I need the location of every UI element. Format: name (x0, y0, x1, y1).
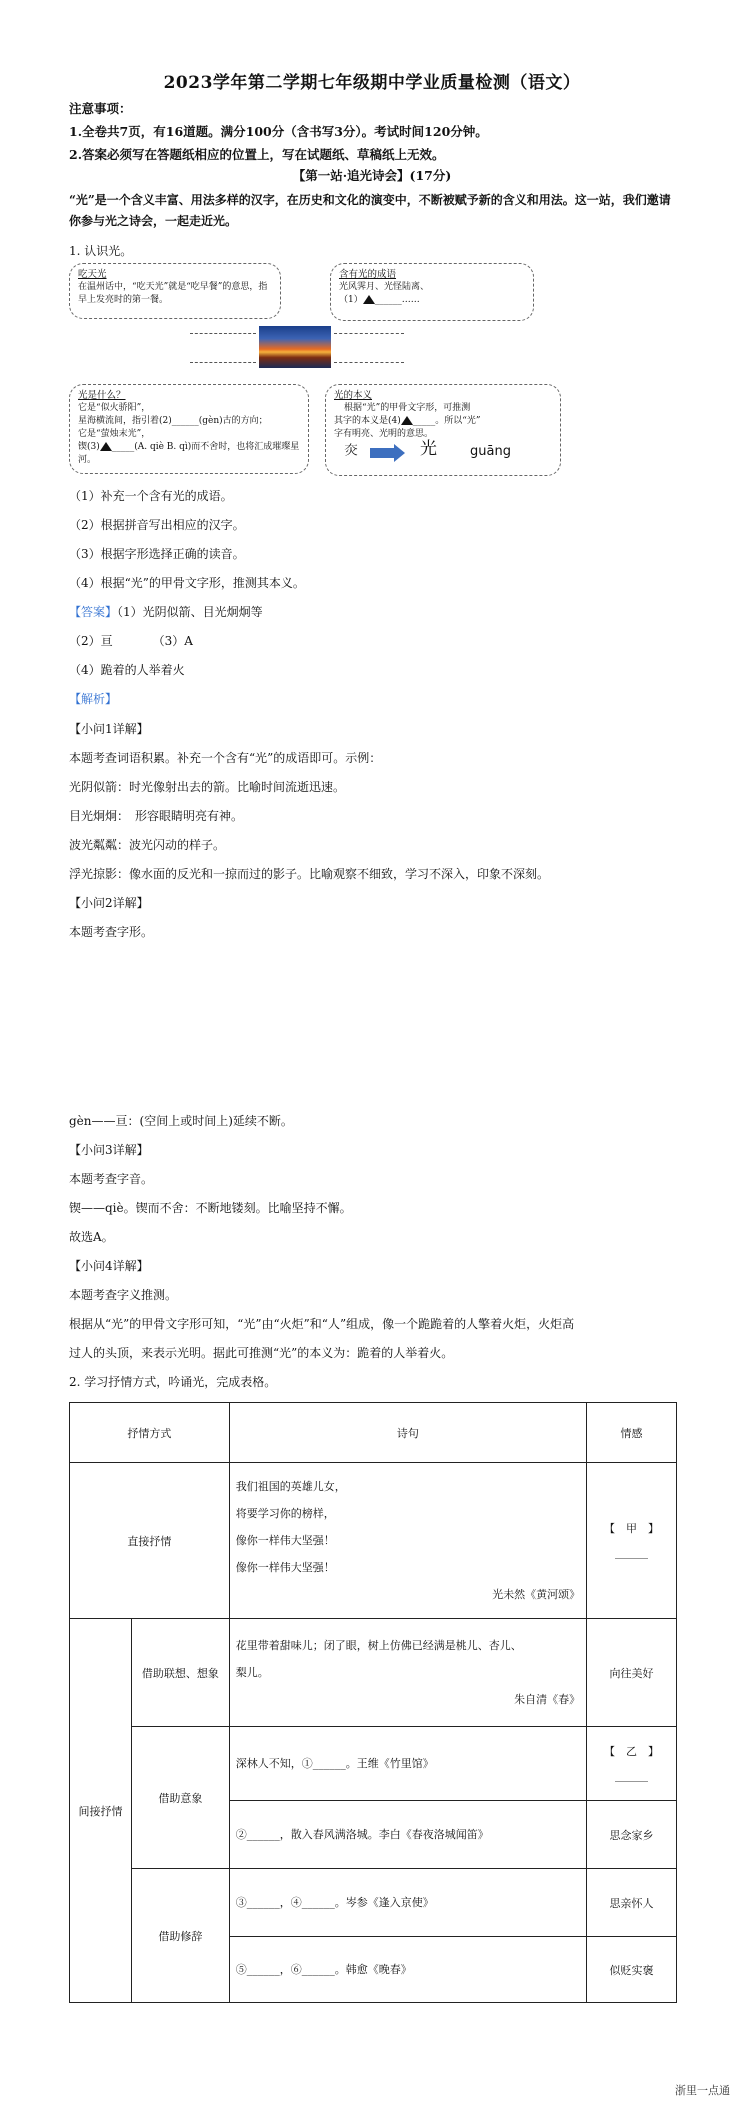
dashed-arrow (190, 362, 256, 363)
d1-example: 目光炯炯： 形容眼睛明亮有神。 (69, 809, 244, 823)
q1-sub4: （4）根据“光”的甲骨文字形，推测其本义。 (69, 576, 305, 590)
poem-cell: ②______，散入春风满洛城。李白《春夜洛城闻笛》 (229, 1801, 586, 1869)
emotion-cell: 向往美好 (587, 1619, 677, 1727)
q1-stem: 1. 认识光。 (69, 244, 133, 258)
d3-head: 【小问3详解】 (69, 1143, 149, 1157)
notice-item-1: 1.全卷共7页，有16道题。满分100分（含书写3分）。考试时间120分钟。 (69, 124, 488, 139)
emotion-cell: 【 甲 】 ______ (587, 1463, 677, 1619)
emotion-cell: 【 乙 】 ______ (587, 1727, 677, 1801)
d4-body: 本题考查字义推测。 (69, 1288, 178, 1302)
poem-cell: 我们祖国的英雄儿女， 将要学习你的榜样， 像你一样伟大坚强！ 像你一样伟大坚强！ 光未然《黄河颂》 (229, 1463, 586, 1619)
d2-head: 【小问2详解】 (69, 896, 149, 910)
d1-example: 浮光掠影：像水面的反光和一掠而过的影子。比喻观察不细致，学习不深入，印象不深刻。 (69, 867, 550, 881)
poem-cell: 深林人不知，①______。王维《竹里馆》 (229, 1727, 586, 1801)
method-cell: 直接抒情 (70, 1463, 230, 1619)
right-arrow-icon (370, 448, 396, 458)
bubble-text: 在温州话中，“吃天光”就是“吃早餐”的意思，指早上发亮时的第一餐。 (78, 282, 268, 305)
d3-choice: 故选A。 (69, 1230, 114, 1244)
poem-source: 光未然《黄河颂》 (492, 1588, 581, 1601)
q1-sub2: （2）根据拼音写出相应的汉字。 (69, 518, 245, 532)
bubble-chi-tianguang (69, 263, 281, 319)
bubble-original-meaning (325, 384, 561, 476)
d4-head: 【小问4详解】 (69, 1259, 149, 1273)
d3-body: 本题考查字音。 (69, 1172, 154, 1186)
bubble-line: 锲(3) _____(A. qiè B. qì)而不舍时，也将汇成璀璨星河。 (78, 442, 300, 465)
modern-glyph: 光 (420, 439, 437, 459)
blank-triangle-icon (363, 295, 375, 304)
dashed-arrow (190, 333, 256, 334)
d3-answer: 锲——qiè。锲而不舍：不断地镂刻。比喻坚持不懈。 (69, 1201, 352, 1215)
table-row (70, 1869, 677, 1937)
lyric-methods-table (69, 1402, 677, 2003)
q1-sub1: （1）补充一个含有光的成语。 (69, 489, 233, 503)
header-cell: 情感 (587, 1403, 677, 1463)
poem-cell: ③______，④______。岑参《逢入京使》 (229, 1869, 586, 1937)
bubble-line: 它是“似火骄阳”， (78, 403, 151, 413)
bubble-title: 吃天光 (78, 269, 107, 280)
oracle-glyph: 𤆍 (344, 443, 358, 459)
table-header-row (70, 1403, 677, 1463)
method-cell: 间接抒情 (70, 1619, 132, 2003)
page-title: 2023学年第二学期七年级期中学业质量检测（语文） (163, 73, 581, 93)
poem-cell: ⑤______，⑥______。韩愈《晚春》 (229, 1937, 586, 2003)
bubble-title: 含有光的成语 (339, 269, 397, 280)
table-row (70, 1727, 677, 1801)
d1-example: 波光粼粼：波光闪动的样子。 (69, 838, 226, 852)
watermark: 浙里一点通 (675, 2084, 730, 2097)
notice-item-2: 2.答案必须写在答题纸相应的位置上，写在试题纸、草稿纸上无效。 (69, 147, 445, 162)
emotion-cell: 思亲怀人 (587, 1869, 677, 1937)
q2-stem: 2. 学习抒情方式，吟诵光，完成表格。 (69, 1375, 277, 1389)
d1-body: 本题考查词语积累。补充一个含有“光”的成语即可。示例： (69, 751, 382, 765)
analysis-tag: 【解析】 (69, 692, 118, 706)
bubble-idioms (330, 263, 534, 321)
submethod-cell: 借助修辞 (131, 1869, 229, 2003)
q1-sub3: （3）根据字形选择正确的读音。 (69, 547, 245, 561)
blank-triangle-icon (401, 416, 413, 425)
d2-body: 本题考查字形。 (69, 925, 154, 939)
d1-example: 光阴似箭：时光像射出去的箭。比喻时间流逝迅速。 (69, 780, 346, 794)
bubble-line: 根据“光”的甲骨文字形，可推测 (344, 403, 471, 413)
submethod-cell: 借助联想、想象 (131, 1619, 229, 1727)
bubble-what-is-light (69, 384, 309, 474)
poem-cell: 花里带着甜味儿；闭了眼，树上仿佛已经满是桃儿、杏儿、 梨儿。 朱自清《春》 (229, 1619, 586, 1727)
bubble-line: 字有明亮、光明的意思。 (334, 429, 434, 439)
section-intro: “光”是一个含义丰富、用法多样的汉字，在历史和文化的演变中，不断被赋予新的含义和用法。这一站，我们邀请你参与光之诗会，一起走近光。 (69, 193, 671, 228)
pinyin: guāng (470, 444, 511, 459)
answer-line-1: 【答案】（1）光阴似箭、目光炯炯等 (69, 605, 263, 619)
d2-answer: gèn——亘：(空间上或时间上)延续不断。 (69, 1114, 293, 1128)
d1-head: 【小问1详解】 (69, 722, 149, 736)
poem-source: 朱自清《春》 (514, 1693, 581, 1706)
notice-heading: 注意事项： (69, 101, 132, 116)
glyph-row (334, 439, 552, 469)
dashed-arrow (334, 362, 404, 363)
dashed-arrow (334, 333, 404, 334)
table-row (70, 1463, 677, 1619)
answer-line-3: （4）跪着的人举着火 (69, 663, 185, 677)
answer-line-2: （2）亘 （3）A (69, 634, 193, 648)
table-row (70, 1619, 677, 1727)
bubble-title: 光是什么？ (78, 390, 126, 401)
header-cell: 诗句 (229, 1403, 586, 1463)
header-cell: 抒情方式 (70, 1403, 230, 1463)
bubble-line: 星海横流间，指引着(2)______(gèn)古的方向； (78, 416, 268, 426)
bubble-title: 光的本义 (334, 390, 373, 401)
bubble-line: （1） ______…… (339, 295, 420, 305)
bubble-line: 它是“萤烛末光”， (78, 429, 151, 439)
section-title: 【第一站·追光诗会】(17分) (292, 168, 452, 183)
submethod-cell: 借助意象 (131, 1727, 229, 1869)
emotion-cell: 思念家乡 (587, 1801, 677, 1869)
bubble-line: 其字的本义是(4) _____。所以“光” (334, 416, 481, 426)
d4-answer: 根据从“光”的甲骨文字形可知，“光”由“火炬”和“人”组成，像一个跪跪着的人擎着火炬，火炬高 (69, 1317, 575, 1331)
d4-answer: 过人的头顶，来表示光明。据此可推测“光”的本义为：跪着的人举着火。 (69, 1346, 454, 1360)
arrow-head-icon (394, 444, 405, 462)
answer-tag: 【答案】 (69, 605, 118, 619)
bubble-line: 光风霁月、光怪陆离、 (339, 282, 430, 292)
emotion-cell: 似贬实褒 (587, 1937, 677, 2003)
blank-triangle-icon (100, 442, 112, 451)
sunset-image (259, 326, 331, 368)
